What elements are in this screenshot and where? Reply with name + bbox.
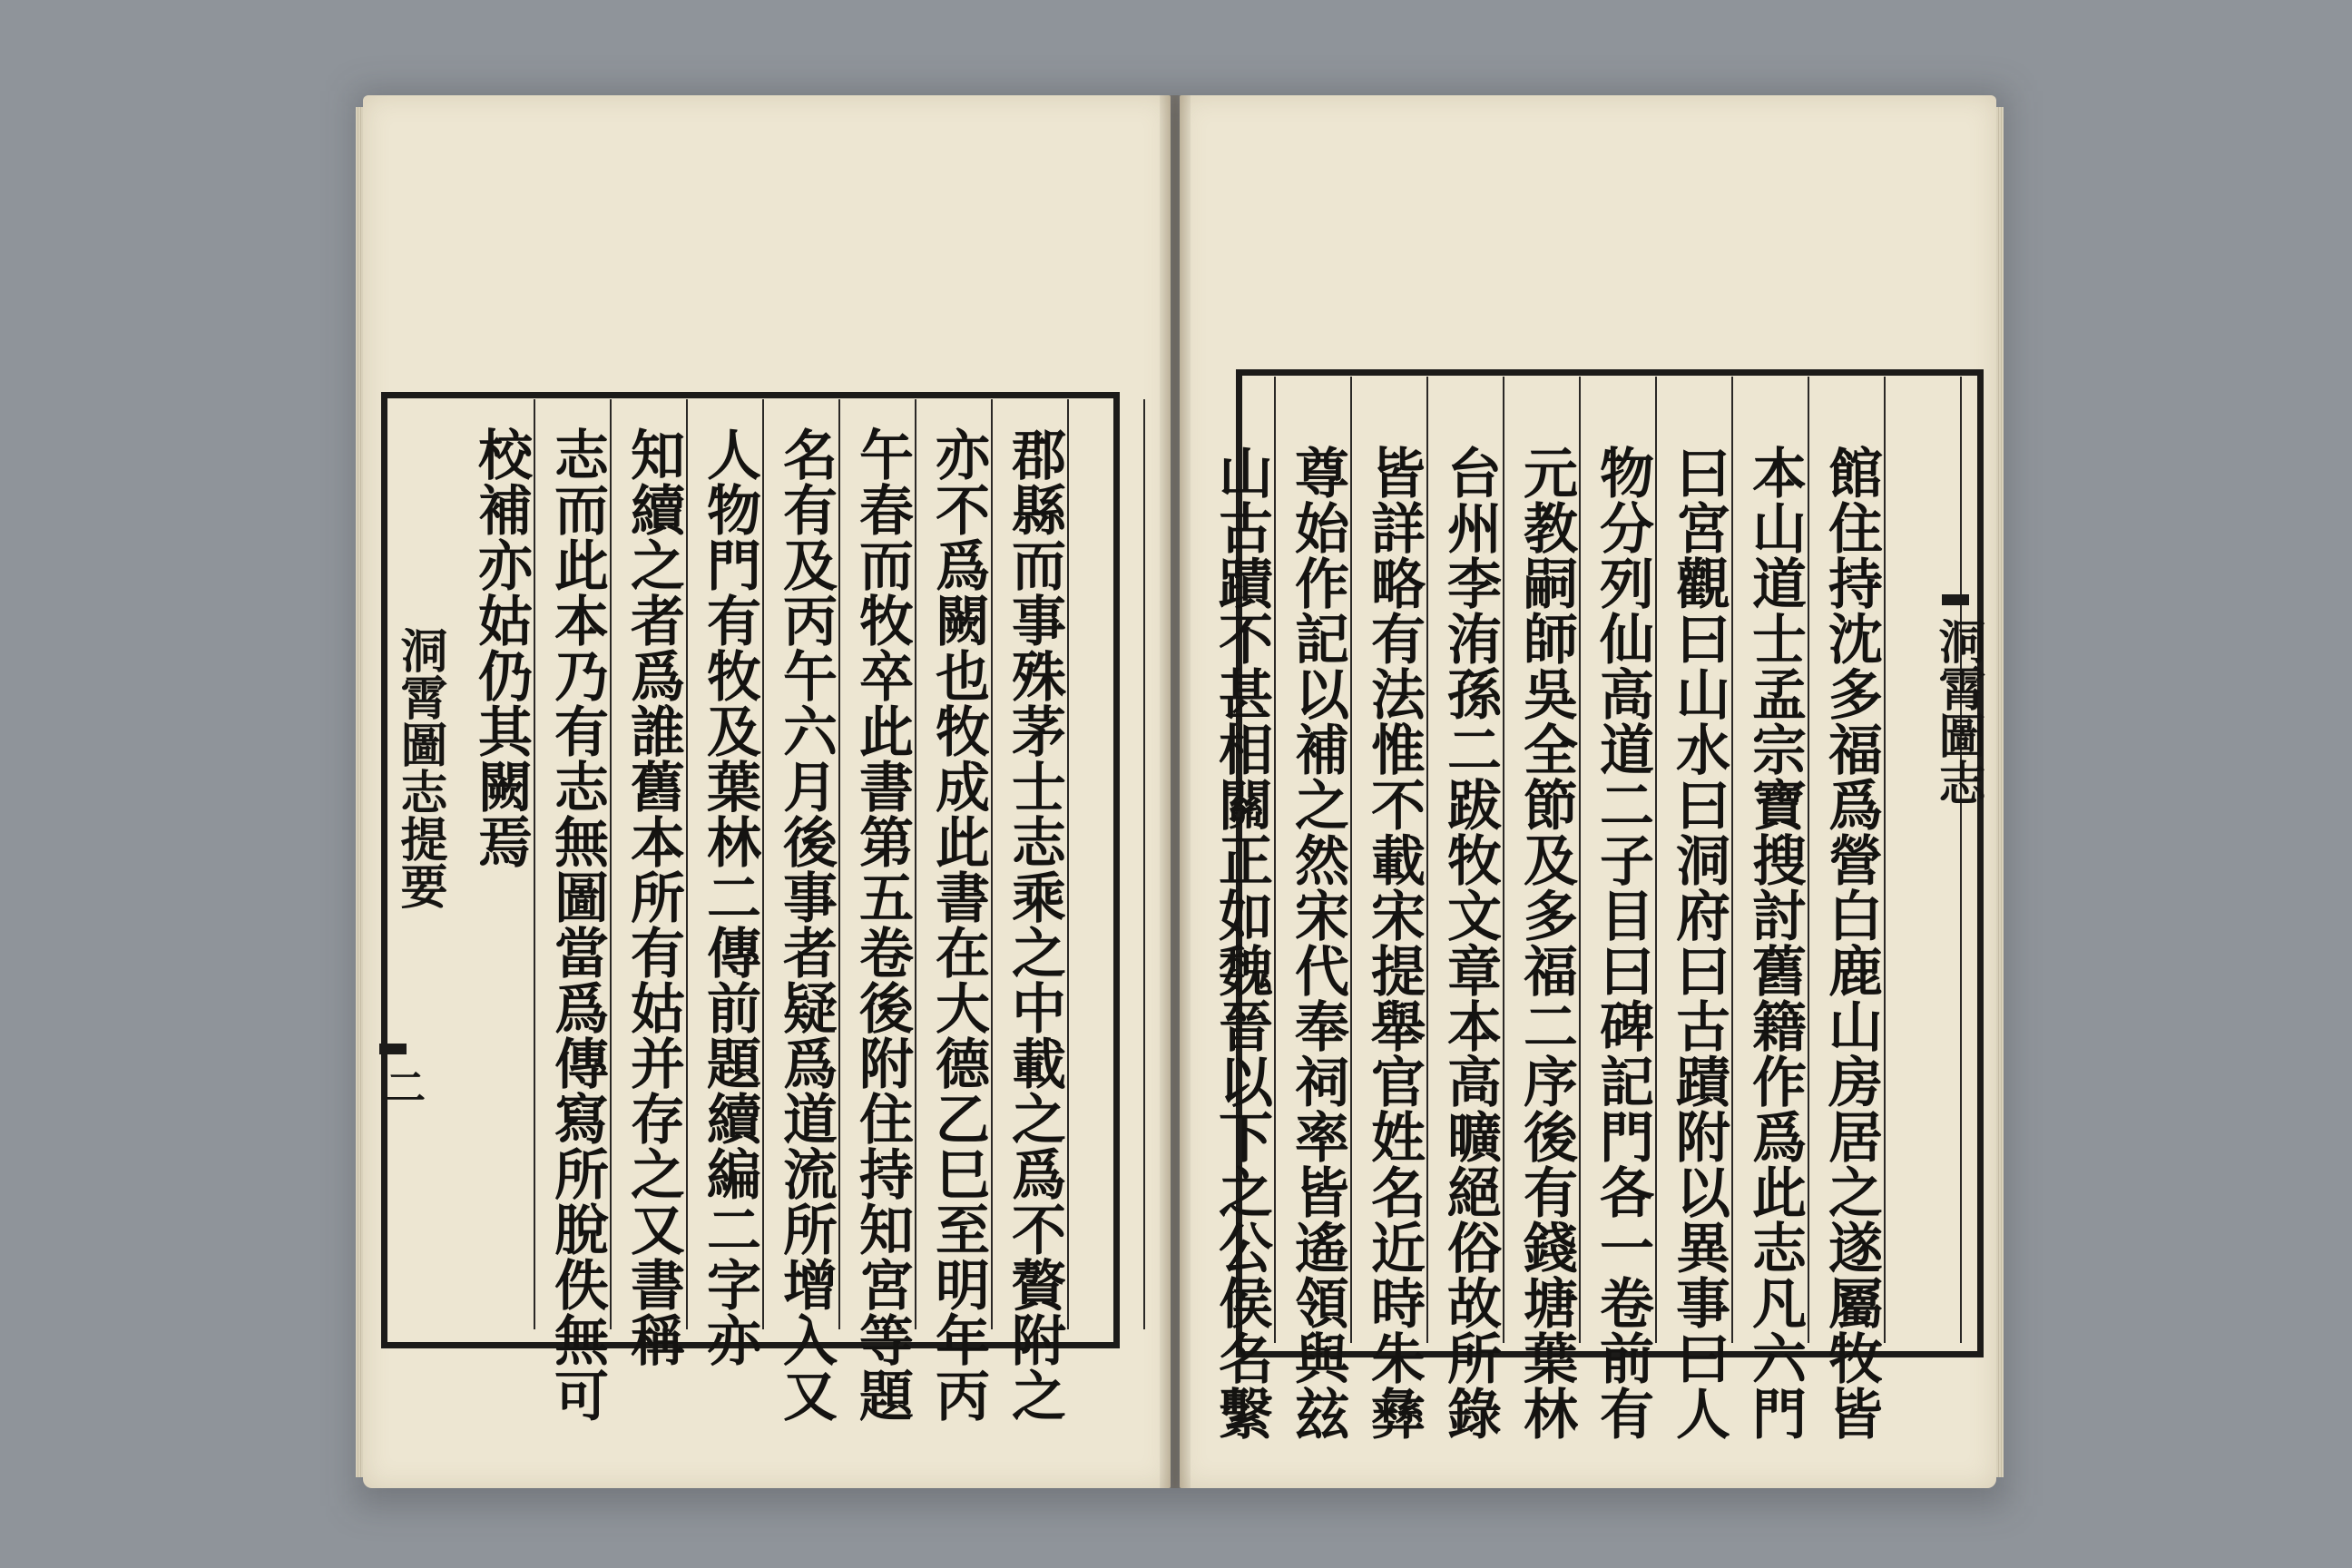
left-text-column: 校補亦姑仍其闕焉 [469, 426, 533, 869]
left-text-column: 郡縣而事殊茅士志乘之中載之爲不贅附之 [1003, 426, 1066, 1423]
left-banner-title: 洞霄圖志提要 [392, 626, 447, 909]
book-gutter [1160, 95, 1191, 1488]
right-text-column: 尊始作記以補之然宋代奉祠率皆遙領與玆 [1286, 445, 1349, 1441]
left-column-rule [1143, 399, 1145, 1329]
right-text-column: 曰宮觀曰山水曰洞府曰古蹟附以異事曰人 [1667, 445, 1730, 1441]
left-text-column: 知續之者爲誰舊本所有姑并存之又書稱 [622, 426, 685, 1367]
right-text-column: 元教嗣師吳全節及多福二序後有錢塘葉林 [1514, 445, 1578, 1441]
left-text-column: 亦不爲闕也牧成此書在大德乙巳至明年丙 [926, 426, 990, 1423]
right-fish-tail [1942, 594, 1969, 605]
left-fish-tail [379, 1044, 407, 1054]
left-text-column: 午春而牧卒此書第五卷後附住持知宮等題 [850, 426, 914, 1423]
right-text-column: 台州李洧孫二跋牧文章本高曠絕俗故所錄 [1438, 445, 1502, 1441]
right-column-rule [1960, 377, 1962, 1343]
right-text-column: 館住持沈多福爲營白鹿山房居之遂屬牧皆 [1819, 445, 1883, 1441]
right-text-column: 物分列仙高道二子目曰碑記門各一卷前有 [1591, 445, 1654, 1441]
right-banner-title: 洞霄圖志 [1930, 617, 1985, 806]
left-text-column: 名有及丙午六月後事者疑爲道流所增入又 [774, 426, 838, 1423]
right-text-column: 山古蹟不甚相關正如魏晉以下之公侯名繫 [1210, 445, 1273, 1441]
left-text-column: 志而此本乃有志無圖當爲傳寫所脫佚無可 [545, 426, 609, 1423]
left-text-column: 人物門有牧及葉林二傳前題續編二字亦 [698, 426, 761, 1367]
left-folio-number: 二 [378, 1066, 425, 1106]
right-text-column: 本山道士孟宗寶搜討舊籍作爲此志凡六門 [1743, 445, 1807, 1441]
right-text-column: 皆詳略有法惟不載宋提舉官姓名近時朱彝 [1362, 445, 1426, 1441]
